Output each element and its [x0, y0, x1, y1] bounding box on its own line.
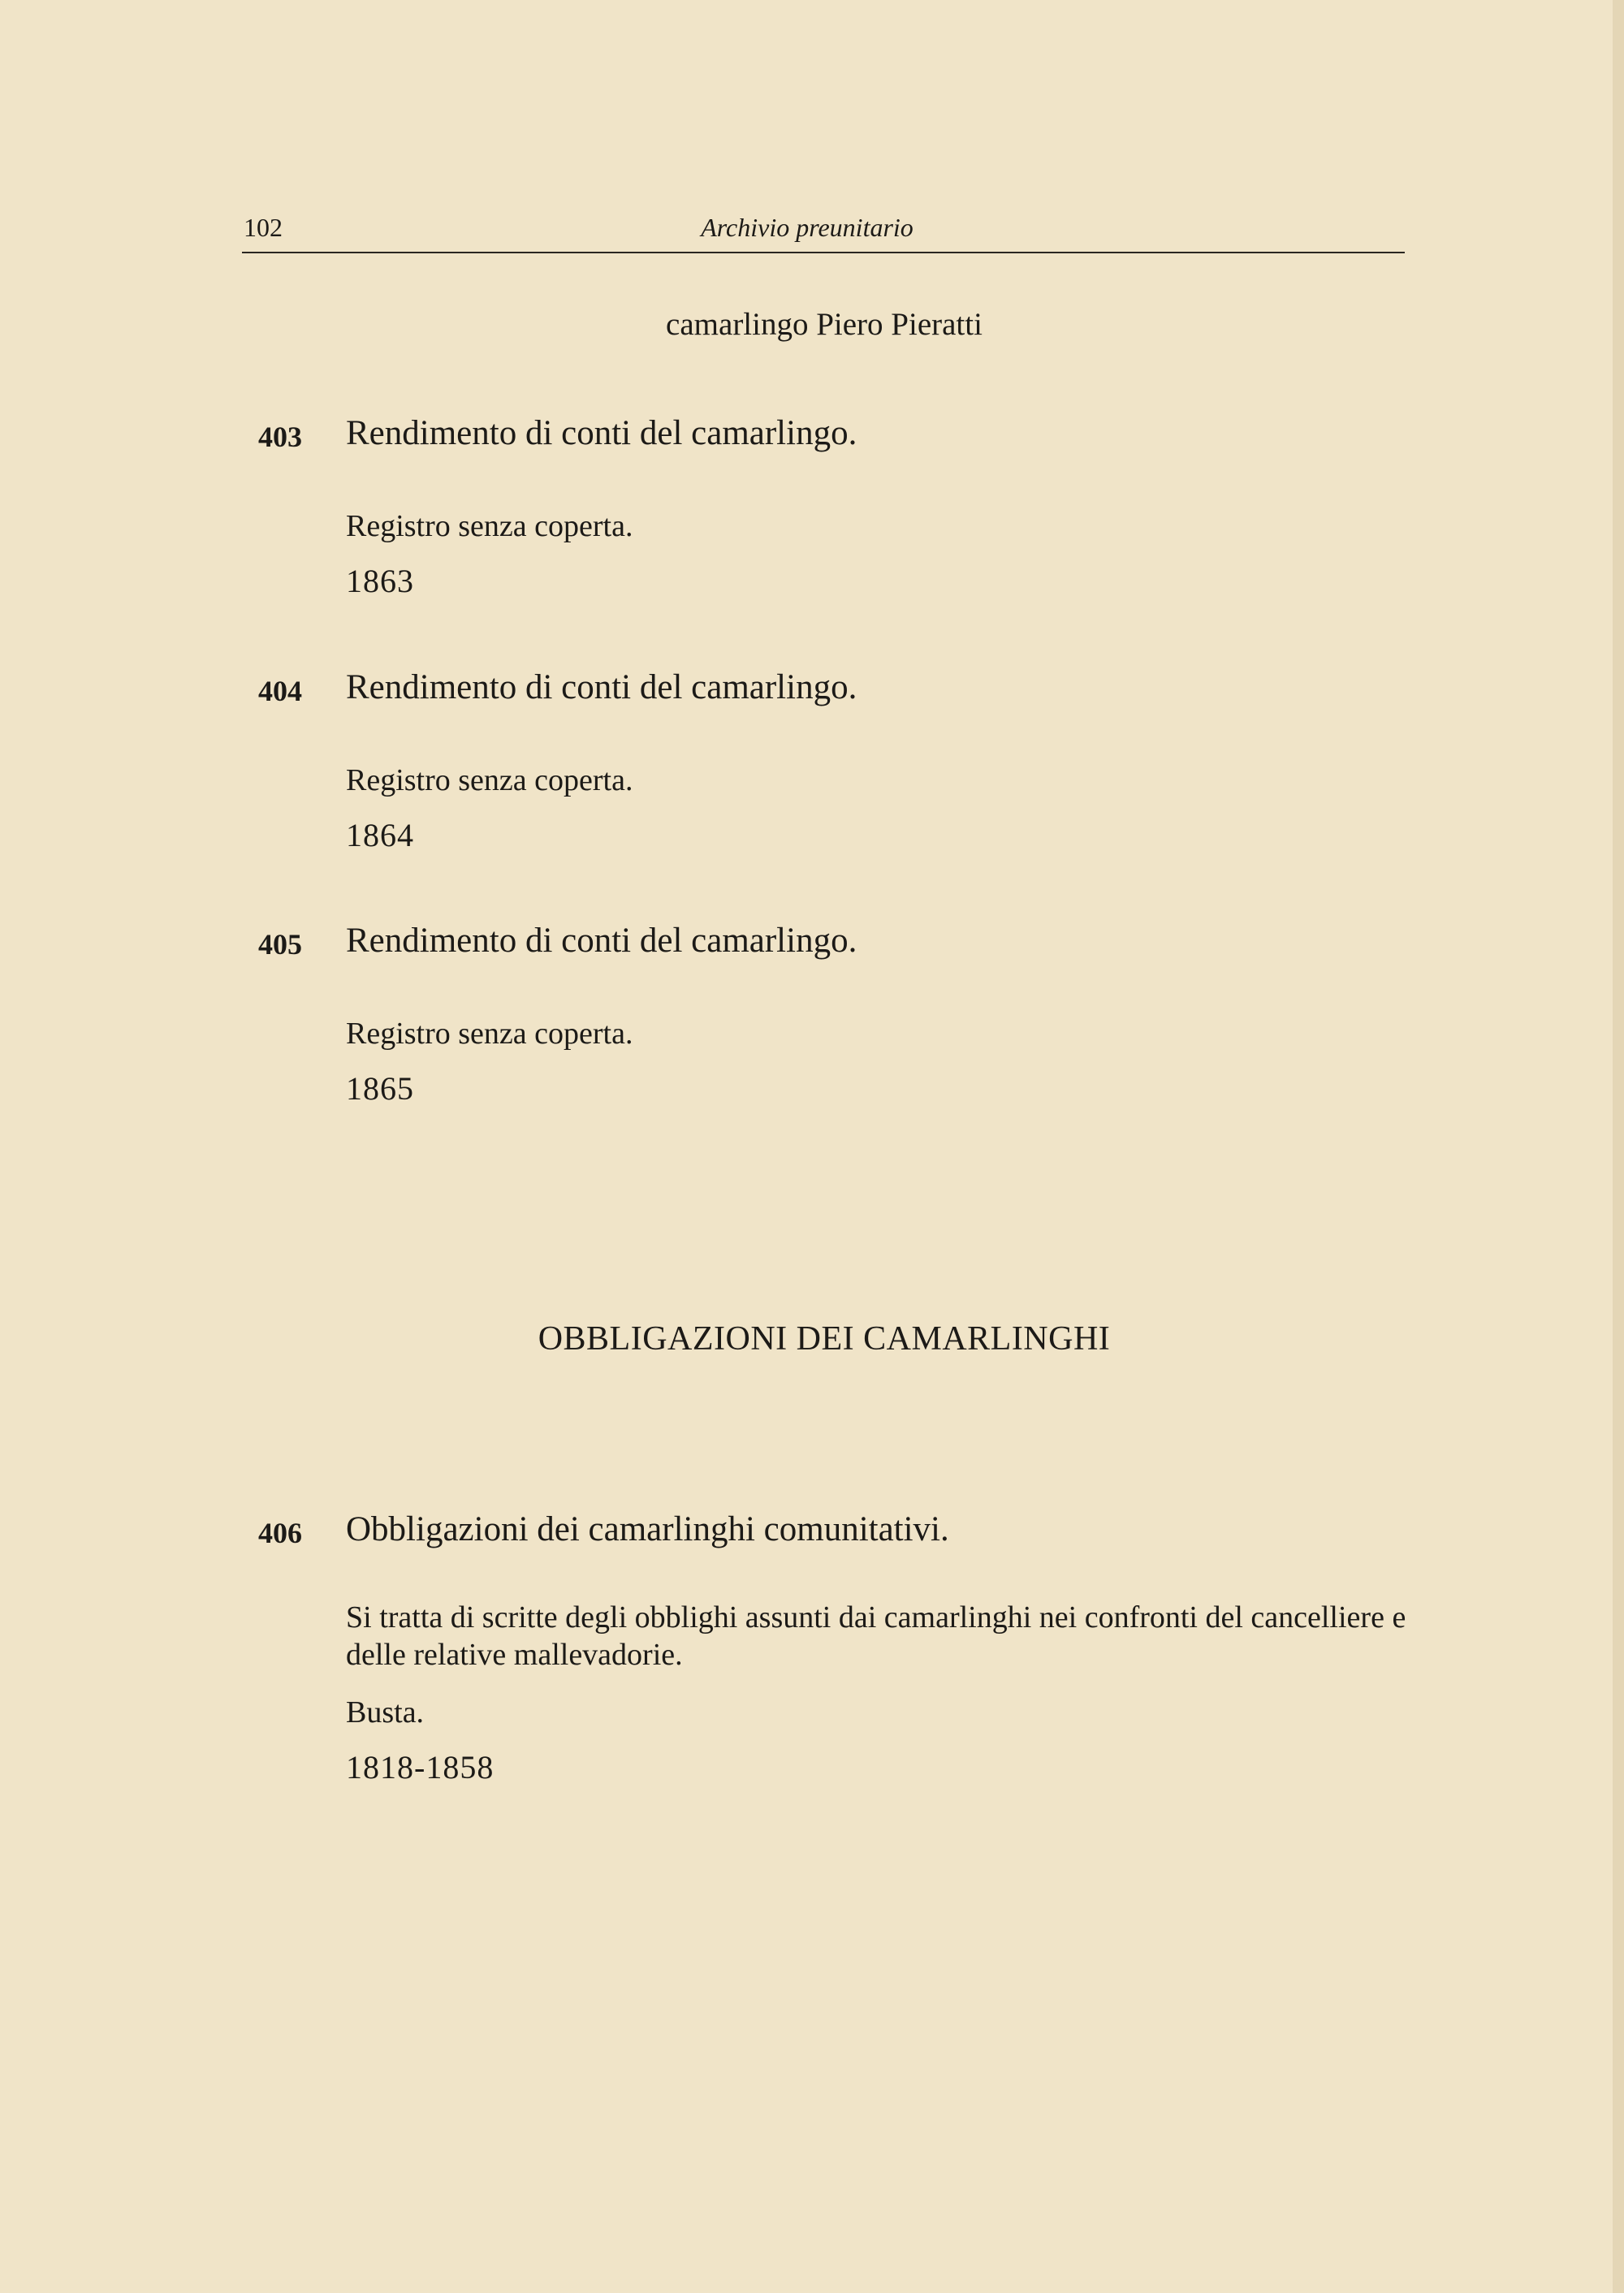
entry-date: 1865 — [346, 1070, 414, 1107]
entry-number: 406 — [258, 1517, 302, 1549]
entry-405 — [242, 922, 1411, 1107]
entry-number: 405 — [258, 928, 302, 961]
entry-title: Rendimento di conti del camarlingo. — [346, 668, 857, 706]
entry-number: 403 — [258, 421, 302, 453]
section-heading: OBBLIGAZIONI DEI CAMARLINGHI — [538, 1320, 1111, 1358]
entry-date: 1864 — [346, 817, 414, 853]
entry-date: 1818-1858 — [346, 1749, 495, 1786]
camarlingo-heading: camarlingo Piero Pieratti — [666, 307, 983, 342]
running-head — [242, 209, 1405, 253]
entry-title: Rendimento di conti del camarlingo. — [346, 922, 857, 960]
entry-type: Registro senza coperta. — [346, 509, 633, 543]
page-number: 102 — [244, 213, 283, 242]
entry-403 — [242, 414, 1411, 599]
entry-title: Obbligazioni dei camarlinghi comunitativi. — [346, 1510, 949, 1548]
entry-type: Registro senza coperta. — [346, 763, 633, 797]
entry-404 — [242, 668, 1411, 853]
entry-date: 1863 — [346, 563, 414, 599]
entry-description: Si tratta di scritte degli obblighi assunti dai camarlinghi nei confronti del cancelliere e delle relative mallevadorie. — [346, 1600, 1406, 1672]
entry-number: 404 — [258, 675, 302, 707]
entry-type: Registro senza coperta. — [346, 1017, 633, 1051]
entry-406 — [242, 1512, 1411, 1796]
entry-title: Rendimento di conti del camarlingo. — [346, 414, 857, 452]
running-title: Archivio preunitario — [701, 213, 914, 242]
page-edge — [1613, 0, 1624, 2293]
entry-type: Busta. — [346, 1695, 425, 1729]
